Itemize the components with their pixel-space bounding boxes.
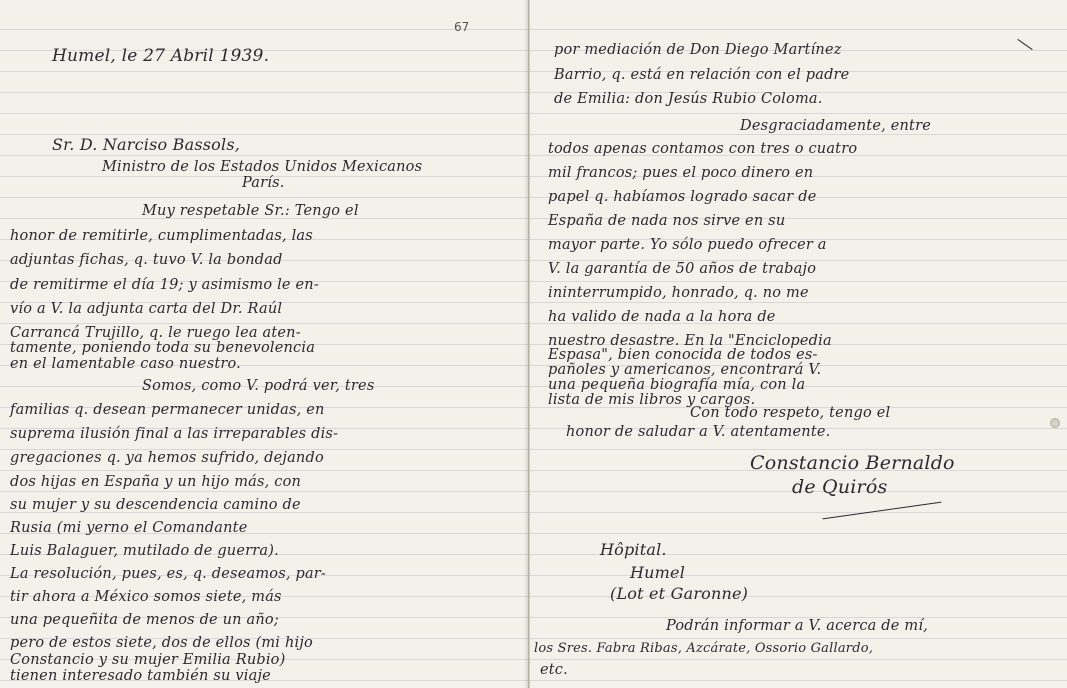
letter-line: suprema ilusión final a las irreparables dis- bbox=[10, 426, 339, 442]
letter-line: Somos, como V. podrá ver, tres bbox=[142, 378, 375, 394]
postscript-line: etc. bbox=[540, 662, 568, 678]
letter-line: Barrio, q. está en relación con el padre bbox=[554, 67, 850, 83]
letter-line: tienen interesado también su viaje bbox=[10, 668, 271, 684]
letter-line: adjuntas fichas, q. tuvo V. la bondad bbox=[10, 252, 283, 268]
letter-line: papel q. habíamos logrado sacar de bbox=[548, 189, 817, 205]
binding-hole bbox=[1050, 418, 1060, 428]
letter-line: vío a V. la adjunta carta del Dr. Raúl bbox=[10, 301, 283, 317]
left-page bbox=[0, 0, 529, 688]
letter-line: Constancio y su mujer Emilia Rubio) bbox=[10, 652, 286, 668]
addressee-city: París. bbox=[242, 175, 285, 191]
letter-line: de Emilia: don Jesús Rubio Coloma. bbox=[554, 91, 823, 107]
letter-line: ininterrumpido, honrado, q. no me bbox=[548, 285, 809, 301]
letter-line: España de nada nos sirve en su bbox=[548, 213, 786, 229]
postscript-line: los Sres. Fabra Ribas, Azcárate, Ossorio Gallardo, bbox=[534, 641, 874, 656]
letter-line: mil francos; pues el poco dinero en bbox=[548, 165, 814, 181]
postscript-line: Podrán informar a V. acerca de mí, bbox=[666, 618, 928, 634]
sender-address-line: Hôpital. bbox=[600, 540, 667, 559]
letter-line: una pequeña biografía mía, con la bbox=[548, 377, 806, 393]
letter-line: Espasa", bien conocida de todos es- bbox=[548, 347, 818, 363]
letter-line: de remitirme el día 19; y asimismo le en- bbox=[10, 277, 319, 293]
letter-line: La resolución, pues, es, q. deseamos, par- bbox=[10, 566, 327, 582]
signature-flourish bbox=[823, 502, 942, 520]
signature-surname: de Quirós bbox=[792, 476, 888, 498]
letter-line: nuestro desastre. En la "Enciclopedia bbox=[548, 333, 832, 349]
sender-address-line: Humel bbox=[630, 563, 686, 582]
letter-line: tamente, poniendo toda su benevolencia bbox=[10, 340, 316, 356]
signature-name: Constancio Bernaldo bbox=[750, 452, 955, 474]
letter-line: Luis Balaguer, mutilado de guerra). bbox=[10, 543, 279, 559]
letter-line: mayor parte. Yo sólo puedo ofrecer a bbox=[548, 237, 827, 253]
letter-line: en el lamentable caso nuestro. bbox=[10, 356, 241, 372]
letter-line: pañoles y americanos, encontrará V. bbox=[548, 362, 822, 378]
addressee-title: Ministro de los Estados Unidos Mexicanos bbox=[102, 159, 423, 175]
letter-line: tir ahora a México somos siete, más bbox=[10, 589, 282, 605]
closing-line: Con todo respeto, tengo el bbox=[690, 405, 891, 421]
letter-line: por mediación de Don Diego Martínez bbox=[554, 42, 842, 58]
letter-line: V. la garantía de 50 años de trabajo bbox=[548, 261, 817, 277]
sender-address-line: (Lot et Garonne) bbox=[610, 584, 749, 603]
right-page bbox=[530, 0, 1067, 688]
letter-line: Muy respetable Sr.: Tengo el bbox=[142, 203, 359, 219]
closing-line: honor de saludar a V. atentamente. bbox=[566, 424, 831, 440]
letter-line: gregaciones q. ya hemos sufrido, dejando bbox=[10, 450, 324, 466]
letter-line: ha valido de nada a la hora de bbox=[548, 309, 776, 325]
dateline: Humel, le 27 Abril 1939. bbox=[52, 46, 270, 66]
page-folio-number: 67 bbox=[454, 20, 470, 34]
letter-line: honor de remitirle, cumplimentadas, las bbox=[10, 228, 313, 244]
letter-line: su mujer y su descendencia camino de bbox=[10, 497, 301, 513]
letter-line: lista de mis libros y cargos. bbox=[548, 392, 756, 408]
letter-line: Rusia (mi yerno el Comandante bbox=[10, 520, 248, 536]
letter-line: Carrancá Trujillo, q. le ruego lea aten- bbox=[10, 325, 301, 341]
letter-line: pero de estos siete, dos de ellos (mi hijo bbox=[10, 635, 313, 651]
letter-line: todos apenas contamos con tres o cuatro bbox=[548, 141, 858, 157]
letter-line: dos hijas en España y un hijo más, con bbox=[10, 474, 302, 490]
letter-line: familias q. desean permanecer unidas, en bbox=[10, 402, 325, 418]
letter-line: Desgraciadamente, entre bbox=[740, 118, 931, 134]
margin-mark bbox=[1017, 39, 1032, 50]
letter-line: una pequeñita de menos de un año; bbox=[10, 612, 279, 628]
addressee-name: Sr. D. Narciso Bassols, bbox=[52, 135, 241, 154]
